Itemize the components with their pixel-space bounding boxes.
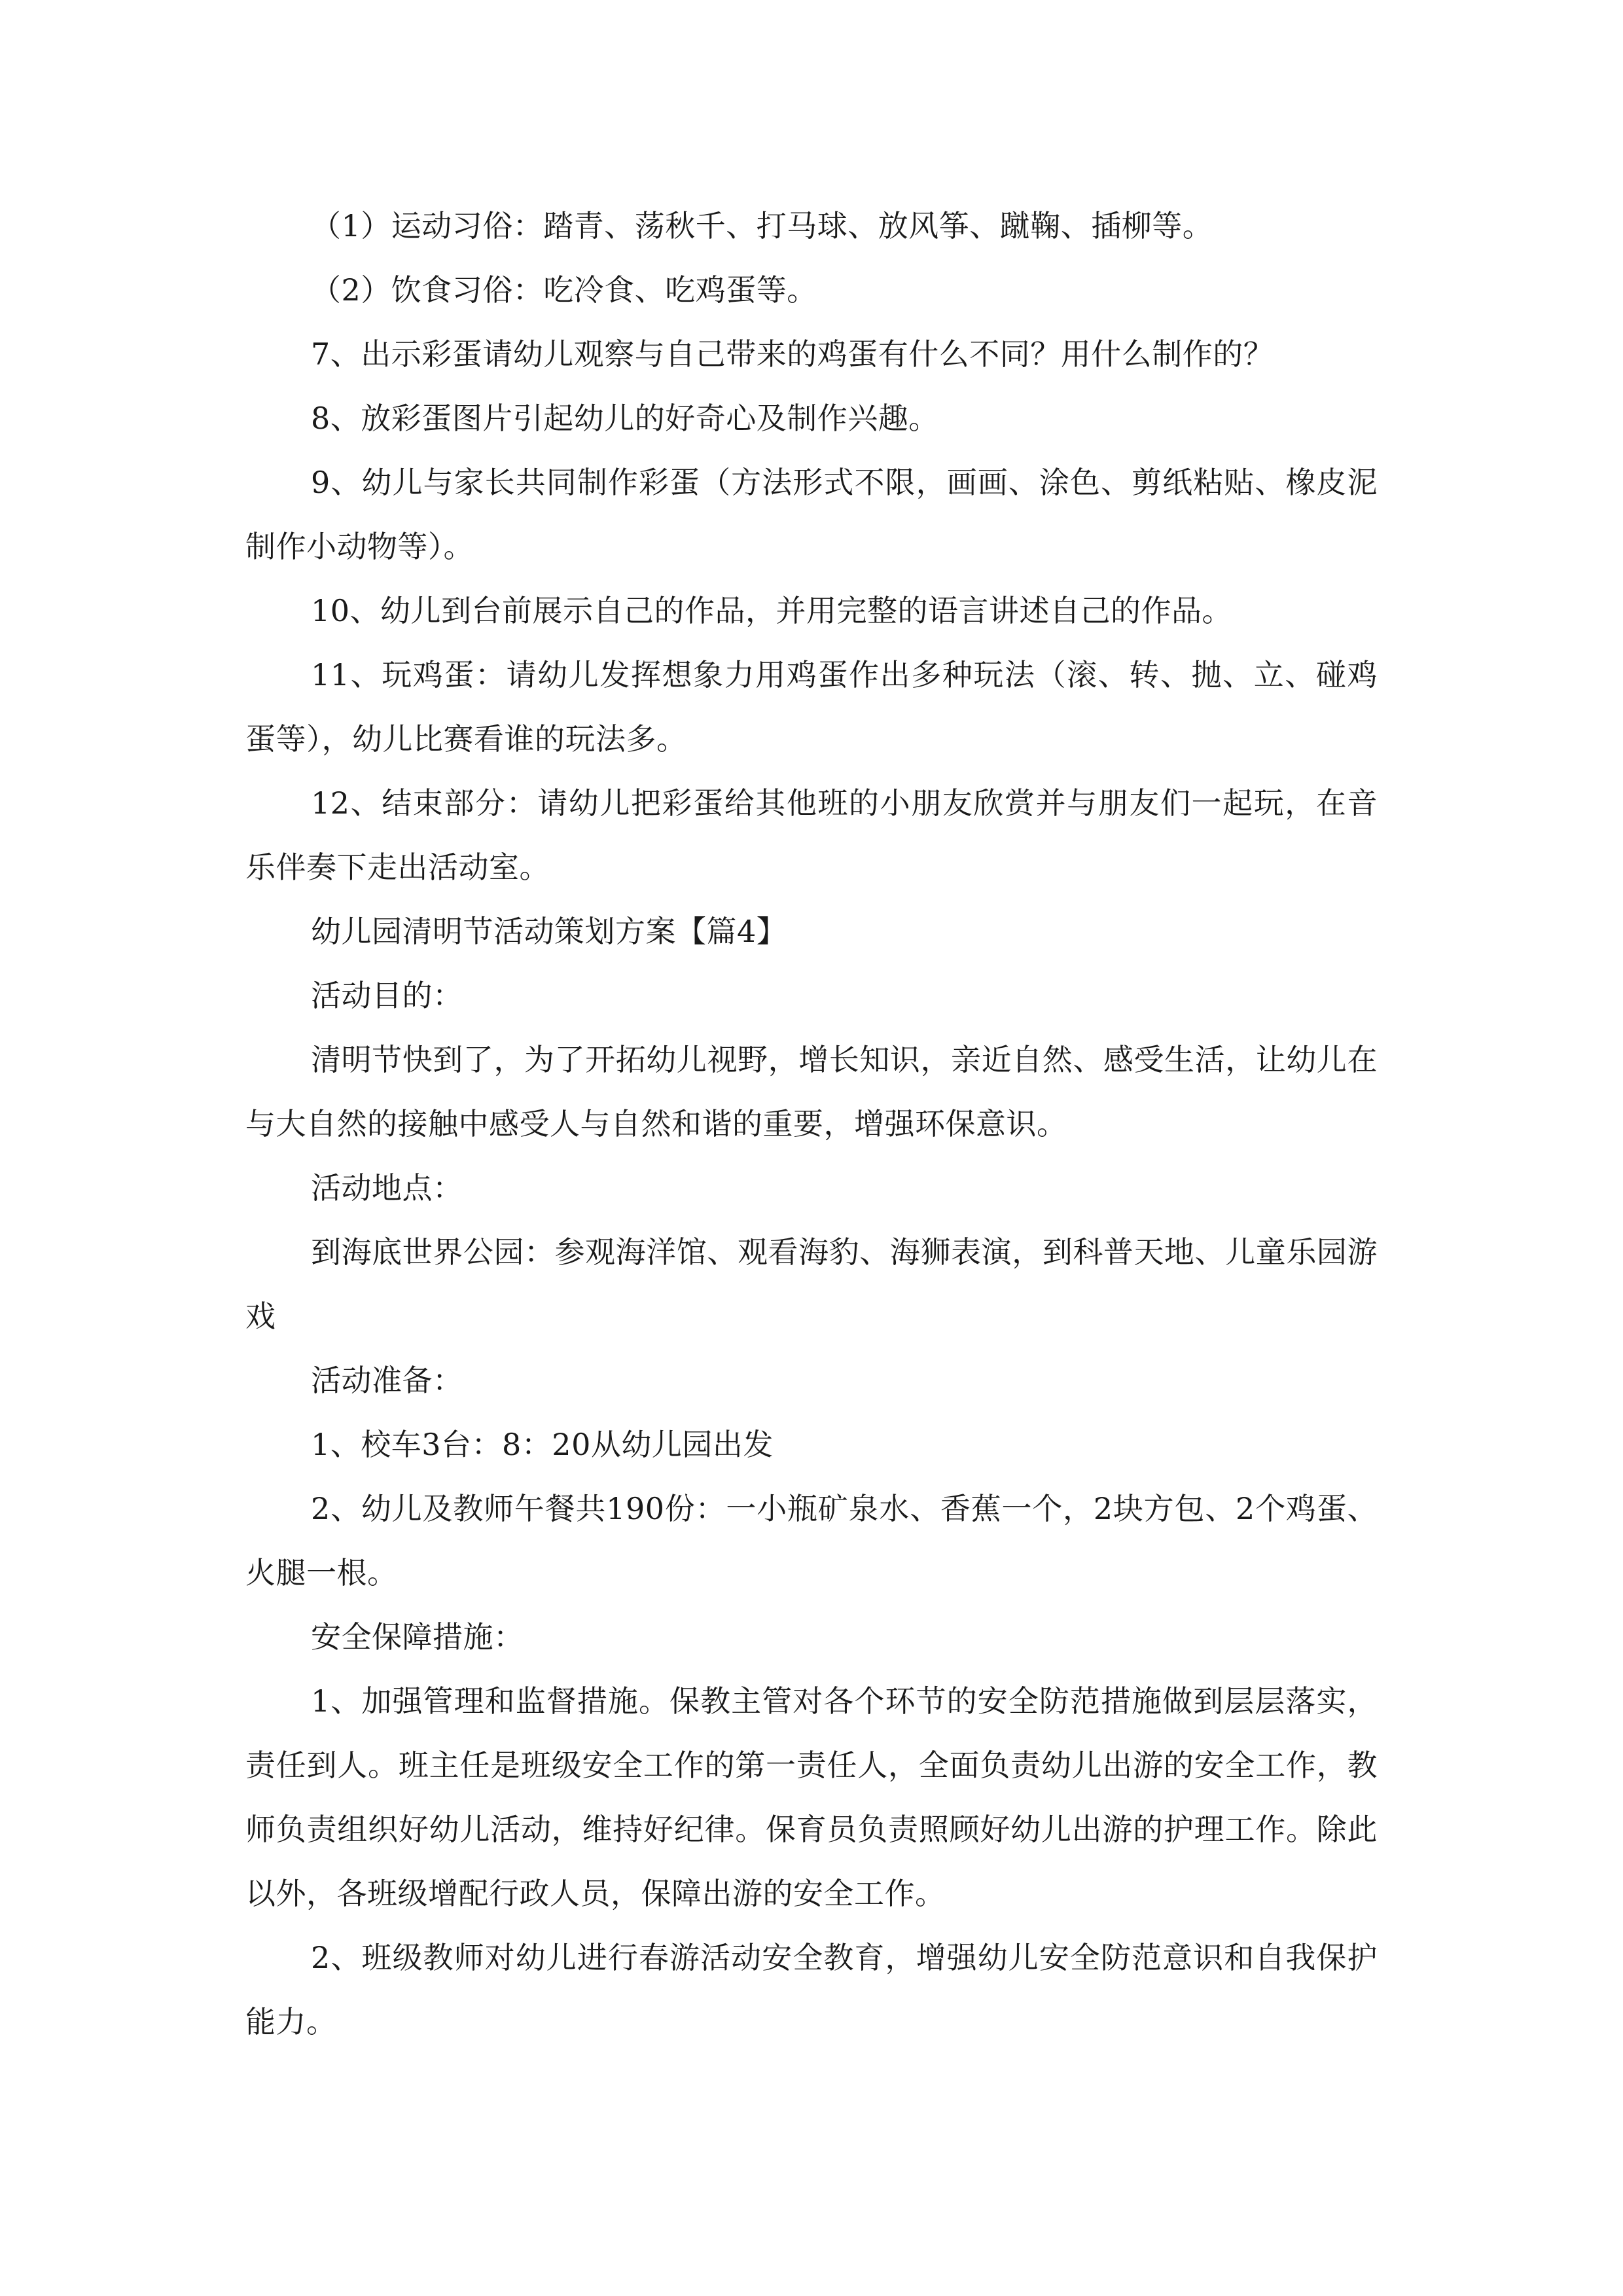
section-title: 幼儿园清明节活动策划方案【篇4】 — [311, 914, 787, 949]
document-body — [245, 194, 1378, 2054]
paragraph: （1）运动习俗：踏青、荡秋千、打马球、放风筝、蹴鞠、插柳等。 — [311, 208, 1213, 243]
paragraph: 1、加强管理和监督措施。保教主管对各个环节的安全防范措施做到层层落实，责任到人。班主任是班级安全工作的第一责任人，全面负责幼儿出游的安全工作，教师负责组织好幼儿活动，维持好纪律。保育员负责照顾好幼儿出游的护理工作。除此以外，各班级增配行政人员，保障出游的安全工作。 — [245, 1683, 1378, 1911]
section-heading: 活动准备： — [311, 1363, 463, 1398]
paragraph: 11、玩鸡蛋：请幼儿发挥想象力用鸡蛋作出多种玩法（滚、转、抛、立、碰鸡蛋等），幼儿比赛看谁的玩法多。 — [245, 657, 1378, 757]
paragraph: 8、放彩蛋图片引起幼儿的好奇心及制作兴趣。 — [311, 401, 939, 436]
paragraph: 2、幼儿及教师午餐共190份：一小瓶矿泉水、香蕉一个，2块方包、2个鸡蛋、火腿一根。 — [245, 1491, 1378, 1590]
paragraph: （2）饮食习俗：吃冷食、吃鸡蛋等。 — [311, 272, 817, 308]
paragraph: 1、校车3台：8：20从幼儿园出发 — [311, 1427, 774, 1462]
section-heading: 活动目的： — [311, 978, 463, 1013]
section-heading: 活动地点： — [311, 1170, 463, 1206]
paragraph: 10、幼儿到台前展示自己的作品，并用完整的语言讲述自己的作品。 — [311, 593, 1233, 628]
paragraph: 9、幼儿与家长共同制作彩蛋（方法形式不限，画画、涂色、剪纸粘贴、橡皮泥制作小动物等）。 — [245, 465, 1378, 564]
paragraph: 2、班级教师对幼儿进行春游活动安全教育，增强幼儿安全防范意识和自我保护能力。 — [245, 1940, 1378, 2039]
paragraph: 清明节快到了，为了开拓幼儿视野，增长知识，亲近自然、感受生活，让幼儿在与大自然的接触中感受人与自然和谐的重要，增强环保意识。 — [245, 1042, 1378, 1141]
paragraph: 12、结束部分：请幼儿把彩蛋给其他班的小朋友欣赏并与朋友们一起玩，在音乐伴奏下走出活动室。 — [245, 785, 1378, 885]
section-heading: 安全保障措施： — [311, 1619, 524, 1655]
paragraph: 7、出示彩蛋请幼儿观察与自己带来的鸡蛋有什么不同？用什么制作的？ — [311, 336, 1274, 372]
paragraph: 到海底世界公园：参观海洋馆、观看海豹、海狮表演，到科普天地、儿童乐园游戏 — [245, 1234, 1378, 1334]
